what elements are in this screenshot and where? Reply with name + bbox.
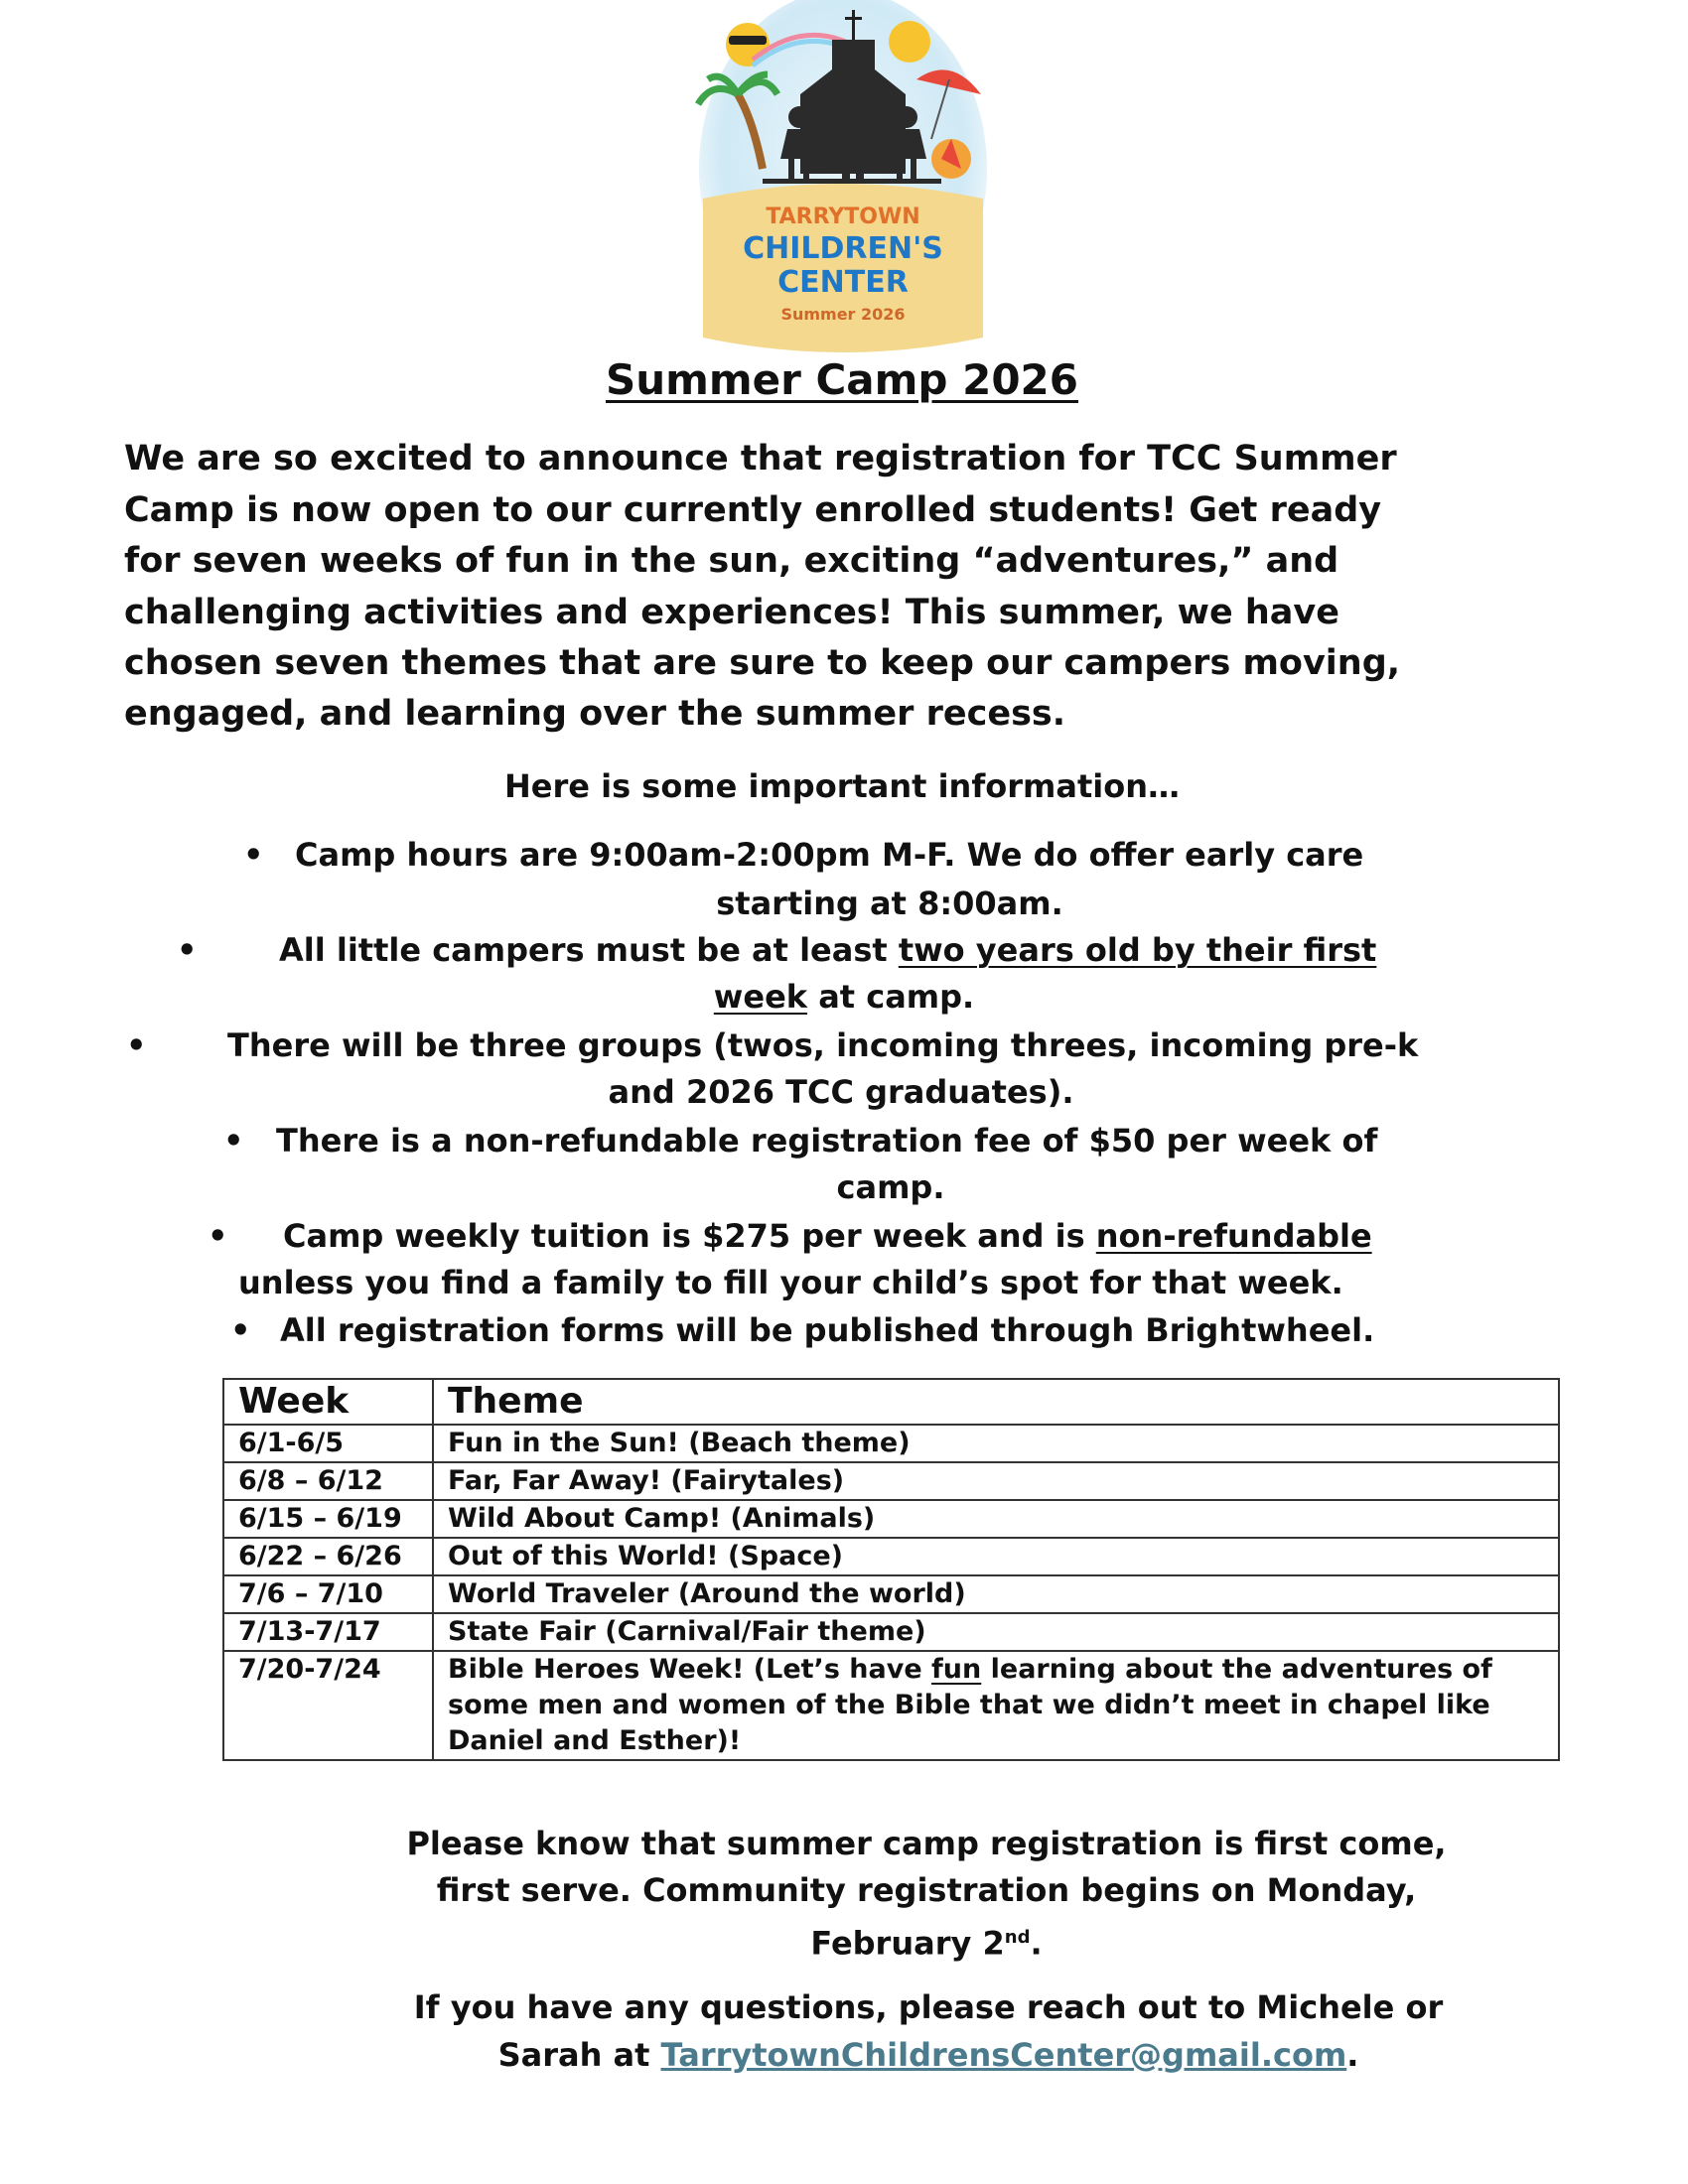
camp-logo (693, 0, 993, 357)
intro-line: engaged, and learning over the summer recess. (124, 694, 1066, 734)
header-week: Week (223, 1379, 433, 1425)
svg-text:CHILDREN'S: CHILDREN'S (743, 231, 943, 266)
table-row (223, 1425, 1559, 1462)
info-heading: Here is some important information… (504, 767, 1180, 805)
bullet-icon: • (126, 1026, 147, 1064)
table-row (223, 1575, 1559, 1613)
bullet-tuition-cont: unless you find a family to fill your child’s spot for that week. (238, 1264, 1343, 1301)
sun-icon (889, 21, 930, 63)
week-cell: 6/8 – 6/12 (223, 1462, 433, 1500)
svg-text:Summer 2026: Summer 2026 (780, 305, 906, 324)
intro-line: chosen seven themes that are sure to keep our campers moving, (124, 643, 1401, 683)
week-cell: 7/13-7/17 (223, 1613, 433, 1651)
theme-cell: State Fair (Carnival/Fair theme) (433, 1613, 1559, 1651)
table-row (223, 1462, 1559, 1500)
bullet-groups-cont: and 2026 TCC graduates). (608, 1073, 1074, 1111)
bullet-brightwheel: All registration forms will be published through Brightwheel. (280, 1311, 1375, 1349)
table-row (223, 1500, 1559, 1538)
closing-line: Please know that summer camp registration is first come, (406, 1825, 1447, 1862)
bullet-age-requirement-cont: week at camp. (713, 978, 975, 1016)
closing-line: first serve. Community registration begins on Monday, (436, 1871, 1417, 1909)
week-cell: 6/15 – 6/19 (223, 1500, 433, 1538)
bullet-tuition: Camp weekly tuition is $275 per week and is non-refundable (283, 1217, 1372, 1255)
theme-schedule-table (222, 1378, 1560, 1761)
intro-line: challenging activities and experiences! This summer, we have (124, 593, 1339, 632)
closing-line: February 2nd. (810, 1924, 1043, 1963)
intro-line: Camp is now open to our currently enrolled students! Get ready (124, 490, 1382, 530)
contact-line: If you have any questions, please reach out to Michele or (413, 1988, 1444, 2026)
theme-cell: Fun in the Sun! (Beach theme) (433, 1425, 1559, 1462)
theme-cell: Out of this World! (Space) (433, 1538, 1559, 1575)
email-link[interactable]: TarrytownChildrensCenter@gmail.com (660, 2036, 1347, 2074)
bullet-registration-fee-cont: camp. (836, 1168, 945, 1206)
week-cell: 6/22 – 6/26 (223, 1538, 433, 1575)
week-cell: 7/6 – 7/10 (223, 1575, 433, 1613)
week-cell: 7/20-7/24 (223, 1651, 433, 1760)
intro-line: for seven weeks of fun in the sun, exciting “adventures,” and (124, 541, 1339, 581)
bullet-icon: • (208, 1217, 228, 1255)
bullet-icon: • (223, 1122, 244, 1160)
theme-cell: Far, Far Away! (Fairytales) (433, 1462, 1559, 1500)
theme-cell: World Traveler (Around the world) (433, 1575, 1559, 1613)
contact-line: Sarah at TarrytownChildrensCenter@gmail.com. (497, 2036, 1359, 2074)
table-row (223, 1613, 1559, 1651)
table-header-row (223, 1379, 1559, 1425)
table-row (223, 1538, 1559, 1575)
intro-line: We are so excited to announce that registration for TCC Summer (124, 439, 1397, 478)
bullet-icon: • (243, 836, 264, 874)
bullet-camp-hours: Camp hours are 9:00am-2:00pm M-F. We do offer early care (295, 836, 1364, 874)
theme-cell: Wild About Camp! (Animals) (433, 1500, 1559, 1538)
bullet-groups: There will be three groups (twos, incoming threes, incoming pre-k (227, 1026, 1419, 1064)
bullet-icon: • (177, 931, 198, 969)
svg-text:CENTER: CENTER (777, 265, 909, 300)
svg-text:TARRYTOWN: TARRYTOWN (766, 205, 920, 229)
bullet-registration-fee: There is a non-refundable registration fee of $50 per week of (276, 1122, 1378, 1160)
page-title: Summer Camp 2026 (605, 355, 1078, 404)
bullet-age-requirement: All little campers must be at least two years old by their first (279, 931, 1377, 969)
bullet-camp-hours-cont: starting at 8:00am. (716, 885, 1063, 922)
table-row (223, 1651, 1559, 1760)
theme-cell: Bible Heroes Week! (Let’s have fun learning about the adventures of some men and women of the Bible that we didn’t meet in chapel like Daniel and Esther)! (433, 1651, 1559, 1760)
header-theme: Theme (433, 1379, 1559, 1425)
bullet-icon: • (230, 1311, 251, 1349)
week-cell: 6/1-6/5 (223, 1425, 433, 1462)
